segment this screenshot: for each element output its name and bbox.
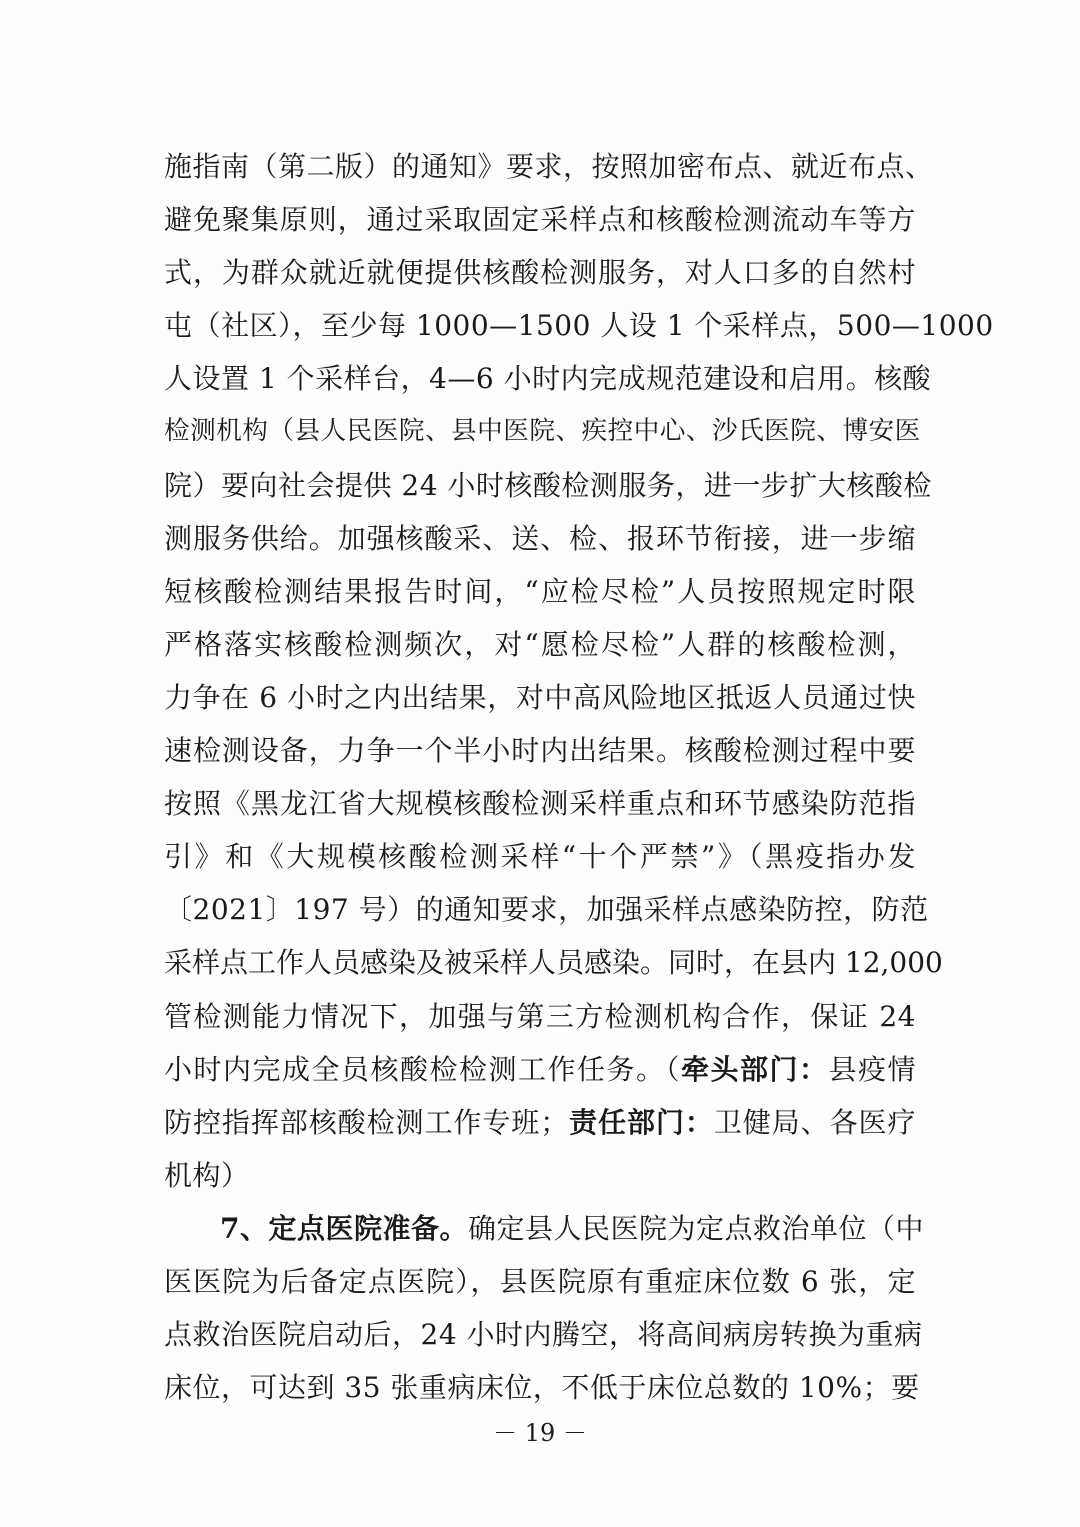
text-line: 点救治医院启动后，24 小时内腾空，将高间病房转换为重病 bbox=[164, 1318, 923, 1352]
text-line: 院）要向社会提供 24 小时核酸检测服务，进一步扩大核酸检 bbox=[164, 468, 932, 502]
text-line: 人设置 1 个采样台，4—6 小时内完成规范建设和启用。核酸 bbox=[164, 362, 932, 396]
text-line: 医医院为后备定点医院），县医院原有重症床位数 6 张，定 bbox=[164, 1264, 916, 1298]
section-7-first-line bbox=[164, 1202, 924, 1255]
text-line: 式，为群众就近就便提供核酸检测服务，对人口多的自然村 bbox=[164, 256, 916, 290]
text-segment: 确定县人民医院为定点救治单位（中 bbox=[467, 1211, 924, 1245]
text-line: 严格落实核酸检测频次，对“愿检尽检”人群的核酸检测， bbox=[164, 627, 916, 661]
text-line: 测服务供给。加强核酸采、送、检、报环节衔接，进一步缩 bbox=[164, 521, 916, 555]
text-line: 机构） bbox=[164, 1158, 250, 1192]
text-segment: 防控指挥部核酸检测工作专班； bbox=[164, 1105, 569, 1139]
section-7-heading: 7、定点医院准备。 bbox=[220, 1211, 468, 1245]
text-line: 〔2021〕197 号）的通知要求，加强采样点感染防控，防范 bbox=[164, 893, 929, 927]
text-line: 采样点工作人员感染及被采样人员感染。同时，在县内 12,000 bbox=[164, 946, 943, 980]
text-line: 床位，可达到 35 张重病床位，不低于床位总数的 10%；要 bbox=[164, 1371, 920, 1405]
text-line: 避免聚集原则，通过采取固定采样点和核酸检测流动车等方 bbox=[164, 203, 916, 237]
text-line: 屯（社区），至少每 1000—1500 人设 1 个采样点，500—1000 bbox=[164, 309, 994, 343]
text-line: 施指南（第二版）的通知》要求，按照加密布点、就近布点、 bbox=[164, 150, 934, 183]
text-segment: 县疫情 bbox=[828, 1052, 916, 1086]
document-body bbox=[164, 140, 994, 1414]
text-line: 按照《黑龙江省大规模核酸检测采样重点和环节感染防范指 bbox=[164, 787, 916, 821]
text-line: 引》和《大规模核酸检测采样“十个严禁”》（黑疫指办发 bbox=[164, 840, 916, 874]
lead-dept-label: 牵头部门： bbox=[680, 1052, 829, 1086]
text-line: 检测机构（县人民医院、县中医院、疾控中心、沙氏医院、博安医 bbox=[164, 416, 921, 447]
text-line-with-lead-dept bbox=[164, 1043, 916, 1096]
text-segment: 小时内完成全员核酸检检测工作任务。（ bbox=[164, 1052, 681, 1086]
text-line-with-resp-dept bbox=[164, 1096, 916, 1149]
resp-dept-label: 责任部门： bbox=[568, 1105, 714, 1139]
text-segment: 卫健局、各医疗 bbox=[713, 1105, 916, 1139]
text-line: 短核酸检测结果报告时间，“应检尽检”人员按照规定时限 bbox=[164, 574, 916, 608]
text-line: 速检测设备，力争一个半小时内出结果。核酸检测过程中要 bbox=[164, 734, 916, 768]
text-line: 力争在 6 小时之内出结果，对中高风险地区抵返人员通过快 bbox=[164, 680, 916, 714]
text-line: 管检测能力情况下，加强与第三方检测机构合作，保证 24 bbox=[164, 999, 916, 1033]
page-number: － 19 － bbox=[493, 1419, 587, 1447]
